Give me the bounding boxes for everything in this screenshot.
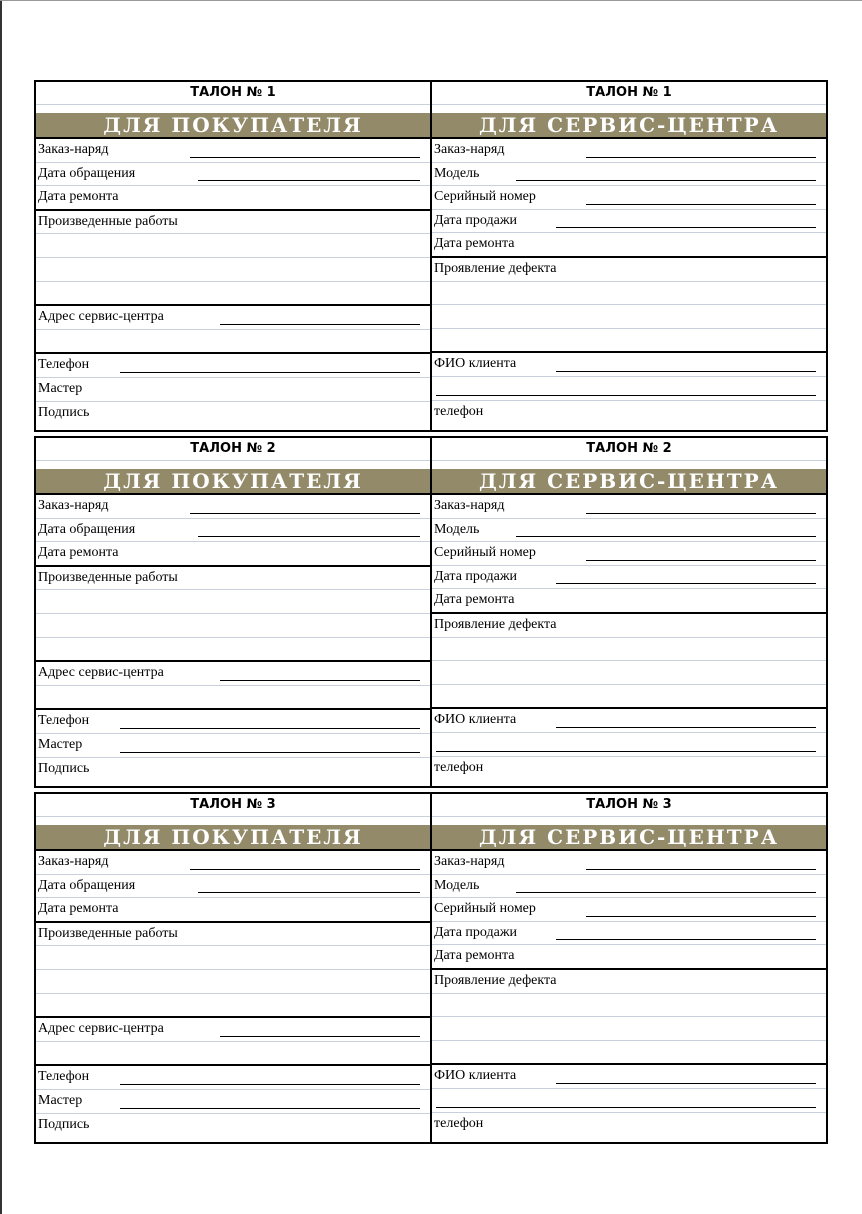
model-line — [516, 536, 816, 537]
client-field[interactable] — [432, 709, 826, 733]
customer-coupon-3 — [36, 794, 432, 1142]
phone-line — [120, 372, 420, 373]
model-line — [516, 180, 816, 181]
repair-date-field[interactable] — [432, 589, 826, 614]
request-date-line — [198, 180, 420, 181]
client-label: ФИО клиента — [434, 356, 517, 372]
serial-line — [586, 560, 816, 561]
customer-coupon-1 — [36, 82, 432, 430]
phone-field[interactable] — [36, 354, 430, 378]
phone-label: Телефон — [38, 1069, 90, 1085]
sale-date-label: Дата продажи — [434, 568, 517, 584]
repair-date-label: Дата ремонта — [38, 901, 119, 917]
works-line-2[interactable] — [36, 946, 430, 970]
order-field[interactable] — [432, 139, 826, 163]
serial-line — [586, 916, 816, 917]
sale-date-field[interactable] — [432, 566, 826, 590]
request-date-label: Дата обращения — [38, 165, 136, 181]
master-label: Мастер — [38, 736, 83, 752]
signature-label: Подпись — [38, 1116, 90, 1132]
phone-line — [120, 1084, 420, 1085]
serial-label: Серийный номер — [434, 901, 536, 917]
request-date-line — [198, 892, 420, 893]
order-line — [586, 157, 816, 158]
defect-label: Проявление дефекта — [434, 260, 557, 276]
signature-field[interactable] — [36, 1114, 430, 1137]
works-line-4[interactable] — [36, 638, 430, 663]
request-date-line — [198, 536, 420, 537]
defect-line-4[interactable] — [432, 1041, 826, 1066]
request-date-field[interactable] — [36, 875, 430, 899]
client-phone-field[interactable] — [432, 401, 826, 424]
phone-field[interactable] — [36, 1066, 430, 1090]
master-line — [120, 752, 420, 753]
model-label: Модель — [434, 877, 480, 893]
service-banner: ДЛЯ СЕРВИС-ЦЕНТРА — [432, 469, 826, 495]
client-line — [556, 1083, 816, 1084]
warranty-coupons-sheet — [34, 80, 828, 1148]
client-phone-label: телефон — [434, 403, 484, 419]
repair-date-field[interactable] — [432, 233, 826, 258]
signature-label: Подпись — [38, 404, 90, 420]
defect-field[interactable] — [432, 258, 826, 282]
works-field[interactable] — [36, 211, 430, 235]
signature-field[interactable] — [36, 758, 430, 781]
order-line — [586, 513, 816, 514]
customer-banner: ДЛЯ ПОКУПАТЕЛЯ — [36, 469, 430, 495]
repair-date-field[interactable] — [36, 898, 430, 923]
sale-date-label: Дата продажи — [434, 212, 517, 228]
client-field[interactable] — [432, 353, 826, 377]
master-field[interactable] — [36, 734, 430, 758]
defect-line-2[interactable] — [432, 994, 826, 1018]
address-field[interactable] — [36, 1018, 430, 1042]
client-phone-field[interactable] — [432, 1113, 826, 1136]
address-line-2[interactable] — [36, 1042, 430, 1067]
page-top-border — [0, 0, 862, 1]
page-left-border — [0, 0, 2, 1214]
works-line-4[interactable] — [36, 282, 430, 307]
works-line-2[interactable] — [36, 234, 430, 258]
request-date-label: Дата обращения — [38, 877, 136, 893]
repair-date-field[interactable] — [36, 186, 430, 211]
client-extra-line — [436, 395, 816, 396]
coupon-number-title: ТАЛОН № 1 — [432, 82, 826, 105]
order-line — [190, 869, 420, 870]
defect-field[interactable] — [432, 614, 826, 638]
order-field[interactable] — [36, 495, 430, 519]
defect-line-4[interactable] — [432, 329, 826, 354]
coupon-number-title: ТАЛОН № 2 — [432, 438, 826, 461]
works-field[interactable] — [36, 567, 430, 591]
serial-label: Серийный номер — [434, 545, 536, 561]
order-label: Заказ-наряд — [38, 498, 109, 513]
coupon-number-title: ТАЛОН № 3 — [36, 794, 430, 817]
model-field[interactable] — [432, 519, 826, 543]
serial-line — [586, 204, 816, 205]
address-label: Адрес сервис-центра — [38, 1021, 164, 1037]
repair-date-field[interactable] — [36, 542, 430, 567]
coupon-block-2 — [34, 436, 828, 788]
master-field[interactable] — [36, 378, 430, 402]
service-coupon-2 — [432, 438, 826, 786]
address-field[interactable] — [36, 662, 430, 686]
phone-label: Телефон — [38, 357, 90, 373]
coupon-number-title: ТАЛОН № 3 — [432, 794, 826, 817]
client-line-2[interactable] — [432, 1089, 826, 1113]
address-line — [220, 680, 420, 681]
serial-field[interactable] — [432, 542, 826, 566]
customer-coupon-2 — [36, 438, 432, 786]
client-line-2[interactable] — [432, 733, 826, 757]
repair-date-label: Дата ремонта — [434, 236, 515, 252]
address-label: Адрес сервис-центра — [38, 665, 164, 681]
works-label: Произведенные работы — [38, 925, 178, 941]
repair-date-label: Дата ремонта — [434, 592, 515, 608]
address-label: Адрес сервис-центра — [38, 309, 164, 325]
defect-line-3[interactable] — [432, 661, 826, 685]
service-banner: ДЛЯ СЕРВИС-ЦЕНТРА — [432, 113, 826, 139]
coupon-number-title: ТАЛОН № 2 — [36, 438, 430, 461]
order-line — [586, 869, 816, 870]
sale-date-field[interactable] — [432, 210, 826, 234]
address-line — [220, 324, 420, 325]
order-field[interactable] — [36, 851, 430, 875]
address-line-2[interactable] — [36, 686, 430, 711]
sale-date-line — [556, 227, 816, 228]
order-line — [190, 157, 420, 158]
repair-date-label: Дата ремонта — [434, 948, 515, 964]
model-field[interactable] — [432, 163, 826, 187]
phone-field[interactable] — [36, 710, 430, 734]
client-line — [556, 727, 816, 728]
order-line — [190, 513, 420, 514]
client-extra-line — [436, 751, 816, 752]
defect-line-3[interactable] — [432, 305, 826, 329]
works-line-2[interactable] — [36, 590, 430, 614]
repair-date-label: Дата ремонта — [38, 189, 119, 205]
request-date-label: Дата обращения — [38, 521, 136, 537]
address-line-2[interactable] — [36, 330, 430, 355]
defect-field[interactable] — [432, 970, 826, 994]
coupon-block-3 — [34, 792, 828, 1144]
order-field[interactable] — [432, 495, 826, 519]
defect-line-3[interactable] — [432, 1017, 826, 1041]
works-label: Произведенные работы — [38, 569, 178, 585]
sale-date-line — [556, 939, 816, 940]
phone-label: Телефон — [38, 713, 90, 729]
works-label: Произведенные работы — [38, 213, 178, 229]
sale-date-field[interactable] — [432, 922, 826, 946]
address-line — [220, 1036, 420, 1037]
order-label: Заказ-наряд — [434, 498, 505, 513]
works-field[interactable] — [36, 923, 430, 947]
defect-line-4[interactable] — [432, 685, 826, 710]
address-field[interactable] — [36, 306, 430, 330]
order-label: Заказ-наряд — [38, 142, 109, 157]
client-line — [556, 371, 816, 372]
client-phone-label: телефон — [434, 1115, 484, 1131]
repair-date-field[interactable] — [432, 945, 826, 970]
order-label: Заказ-наряд — [38, 854, 109, 869]
customer-banner: ДЛЯ ПОКУПАТЕЛЯ — [36, 113, 430, 139]
works-line-4[interactable] — [36, 994, 430, 1019]
signature-field[interactable] — [36, 402, 430, 425]
phone-line — [120, 728, 420, 729]
order-field[interactable] — [432, 851, 826, 875]
defect-label: Проявление дефекта — [434, 972, 557, 988]
works-line-3[interactable] — [36, 970, 430, 994]
client-phone-label: телефон — [434, 759, 484, 775]
defect-line-2[interactable] — [432, 638, 826, 662]
service-coupon-1 — [432, 82, 826, 430]
master-label: Мастер — [38, 380, 83, 396]
coupon-number-title: ТАЛОН № 1 — [36, 82, 430, 105]
request-date-field[interactable] — [36, 163, 430, 187]
model-label: Модель — [434, 521, 480, 537]
defect-label: Проявление дефекта — [434, 616, 557, 632]
order-field[interactable] — [36, 139, 430, 163]
works-line-3[interactable] — [36, 614, 430, 638]
service-banner: ДЛЯ СЕРВИС-ЦЕНТРА — [432, 825, 826, 851]
serial-field[interactable] — [432, 898, 826, 922]
serial-field[interactable] — [432, 186, 826, 210]
client-line-2[interactable] — [432, 377, 826, 401]
client-extra-line — [436, 1107, 816, 1108]
client-label: ФИО клиента — [434, 712, 517, 728]
master-field[interactable] — [36, 1090, 430, 1114]
signature-label: Подпись — [38, 760, 90, 776]
sale-date-line — [556, 583, 816, 584]
coupon-block-1 — [34, 80, 828, 432]
client-field[interactable] — [432, 1065, 826, 1089]
model-line — [516, 892, 816, 893]
request-date-field[interactable] — [36, 519, 430, 543]
model-field[interactable] — [432, 875, 826, 899]
works-line-3[interactable] — [36, 258, 430, 282]
client-label: ФИО клиента — [434, 1068, 517, 1084]
sale-date-label: Дата продажи — [434, 924, 517, 940]
master-label: Мастер — [38, 1092, 83, 1108]
defect-line-2[interactable] — [432, 282, 826, 306]
repair-date-label: Дата ремонта — [38, 545, 119, 561]
customer-banner: ДЛЯ ПОКУПАТЕЛЯ — [36, 825, 430, 851]
order-label: Заказ-наряд — [434, 854, 505, 869]
order-label: Заказ-наряд — [434, 142, 505, 157]
client-phone-field[interactable] — [432, 757, 826, 780]
service-coupon-3 — [432, 794, 826, 1142]
serial-label: Серийный номер — [434, 189, 536, 205]
model-label: Модель — [434, 165, 480, 181]
master-line — [120, 1108, 420, 1109]
